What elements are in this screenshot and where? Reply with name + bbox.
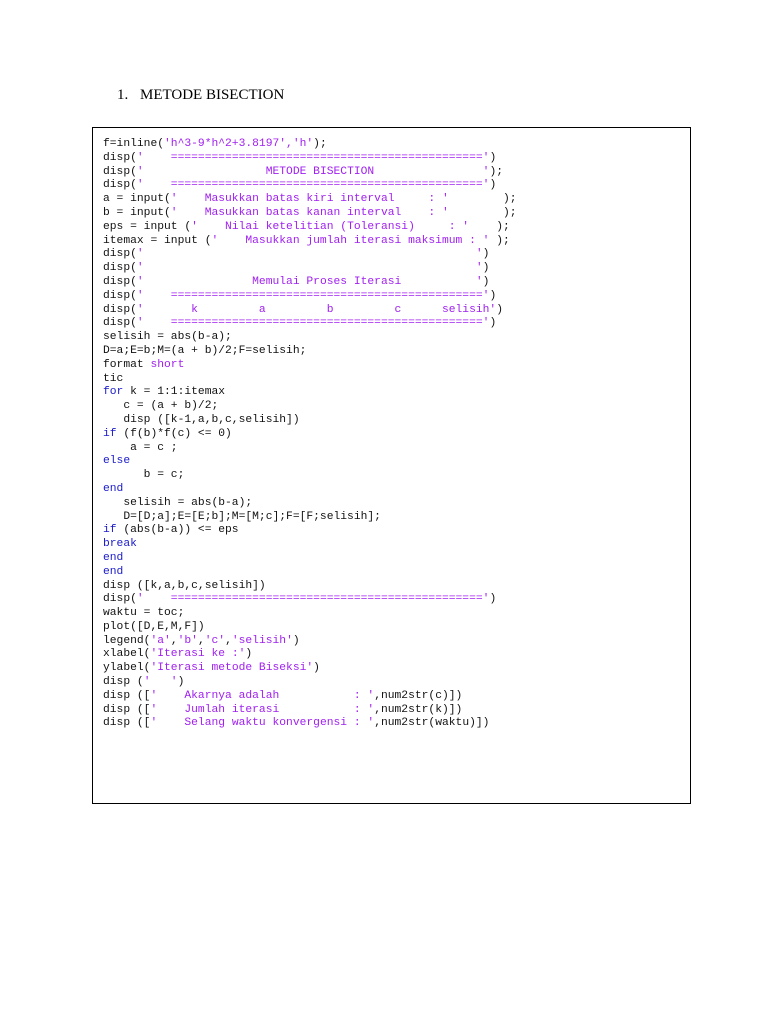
code-string: short [150,358,185,371]
code-text: disp( [103,165,137,178]
code-line [103,386,517,400]
code-text: b = c; [103,469,185,482]
code-line [103,566,517,580]
code-text: ) [489,317,497,330]
section-heading [117,86,284,104]
code-text: disp( [103,303,137,316]
code-text: disp( [103,275,137,288]
code-line [103,483,517,497]
code-string: ' ' [136,262,483,275]
code-string: 'c' [204,634,226,647]
code-text: disp ([k,a,b,c,selisih]) [103,579,266,592]
code-text: c = (a + b)/2; [103,400,219,413]
code-line [103,373,517,387]
code-text: ); [448,206,517,219]
code-line [103,138,517,152]
code-string: 'selisih' [231,634,293,647]
code-text: ) [489,289,497,302]
code-line [103,152,517,166]
code-keyword: break [103,538,137,551]
code-string: ' ==============================================' [136,289,490,302]
code-string: ' k a b c selisih' [136,303,497,316]
code-string: ' ' [143,676,178,689]
code-line [103,704,517,718]
code-text: , [170,634,178,647]
code-line [103,262,517,276]
code-line [103,676,517,690]
code-string: ' Selang waktu konvergensi : ' [150,717,375,730]
code-line [103,648,517,662]
code-keyword: end [103,565,124,578]
code-text: a = c ; [103,441,178,454]
code-line [103,317,517,331]
code-text: xlabel( [103,648,151,661]
code-string: ' ==============================================' [136,179,490,192]
code-line [103,400,517,414]
code-text: disp( [103,289,137,302]
code-text: , [197,634,205,647]
code-text: ) [489,593,497,606]
code-text: format [103,358,151,371]
code-line [103,690,517,704]
code-keyword: if [103,524,117,537]
code-string: ' ==============================================' [136,151,490,164]
code-string: ' Masukkan jumlah iterasi maksimum : ' [211,234,490,247]
code-text: ) [496,303,503,316]
code-string: 'b' [177,634,198,647]
code-line [103,552,517,566]
code-listing-box [92,127,691,804]
code-text: ,num2str(c)]) [374,689,463,702]
code-line [103,359,517,373]
code-text: ); [313,138,327,150]
code-text: ) [482,275,490,288]
code-line [103,414,517,428]
code-text: k = 1:1:itemax [123,386,226,399]
code-line [103,469,517,483]
code-text: (f(b)*f(c) <= 0) [116,427,232,440]
code-line [103,621,517,635]
code-line [103,276,517,290]
code-text: ); [448,193,517,206]
code-string: 'h^3-9*h^2+3.8197','h' [164,138,314,150]
code-line [103,538,517,552]
code-line [103,193,517,207]
code-text: disp( [103,317,137,330]
code-string: ' Akarnya adalah : ' [150,689,375,702]
code-string: ' Masukkan batas kanan interval : ' [170,206,449,219]
code-text: disp ( [103,676,144,689]
code-text: ); [469,220,510,233]
code-text: itemax = input ( [103,234,212,247]
code-line [103,524,517,538]
code-string: ' Jumlah iterasi : ' [150,703,375,716]
code-keyword: if [103,427,117,440]
code-line [103,331,517,345]
code-text: disp( [103,151,137,164]
code-line [103,497,517,511]
code-text: disp( [103,179,137,192]
code-line [103,442,517,456]
section-number: 1. [117,87,129,103]
code-text: ) [482,262,490,275]
code-text: selisih = abs(b-a); [103,331,232,344]
code-string: ' METODE BISECTION ' [136,165,490,178]
code-text: disp( [103,248,137,261]
code-text: ) [245,648,253,661]
code-line [103,221,517,235]
code-string: ' ==============================================' [136,593,490,606]
code-keyword: else [103,455,131,468]
code-text: ) [292,634,300,647]
code-string: ' Masukkan batas kiri interval : ' [170,193,449,206]
code-text: , [225,634,232,647]
code-line [103,248,517,262]
code-text: ) [313,662,320,675]
code-string: ' ' [136,248,483,261]
code-line [103,662,517,676]
code-line [103,235,517,249]
code-text: ) [177,676,185,689]
code-text: b = input( [103,206,171,219]
code-text: ); [489,165,503,178]
matlab-code [103,138,517,731]
code-line [103,511,517,525]
code-text: ) [489,151,497,164]
code-text: ) [482,248,490,261]
code-text: eps = input ( [103,220,192,233]
code-line [103,345,517,359]
code-text: D=[D;a];E=[E;b];M=[M;c];F=[F;selisih]; [103,510,381,523]
code-line [103,455,517,469]
code-text: legend( [103,634,151,647]
section-title: METODE BISECTION [140,87,285,103]
code-string: ' ==============================================' [136,317,490,330]
code-text: D=a;E=b;M=(a + b)/2;F=selisih; [103,344,307,357]
code-string: 'a' [150,634,171,647]
code-line [103,580,517,594]
code-text: ) [489,179,497,192]
code-text: plot([D,E,M,F]) [103,620,205,633]
code-text: ylabel( [103,662,151,675]
code-text: disp ([ [103,717,151,730]
code-text: disp( [103,262,137,275]
code-string: ' Nilai ketelitian (Toleransi) : ' [191,220,470,233]
code-keyword: end [103,551,124,564]
code-keyword: end [103,482,124,495]
code-text: tic [103,372,124,385]
code-text: selisih = abs(b-a); [103,496,253,509]
code-string: ' Memulai Proses Iterasi ' [136,275,483,288]
code-string: 'Iterasi metode Biseksi' [150,662,314,675]
code-line [103,166,517,180]
code-line [103,207,517,221]
code-line [103,635,517,649]
code-line [103,428,517,442]
code-text: a = input( [103,193,171,206]
code-line [103,290,517,304]
code-text: ,num2str(k)]) [374,703,463,716]
code-text: waktu = toc; [103,607,185,620]
code-line [103,304,517,318]
code-text: (abs(b-a)) <= eps [116,524,239,537]
code-line [103,179,517,193]
code-line [103,593,517,607]
code-line [103,607,517,621]
code-text: disp( [103,593,137,606]
code-text: disp ([k-1,a,b,c,selisih]) [103,413,300,426]
code-string: 'Iterasi ke :' [150,648,246,661]
code-text: disp ([ [103,689,151,702]
code-keyword: for [103,386,124,399]
code-text: f=inline( [103,138,165,150]
code-line [103,717,517,731]
code-text: ); [489,234,510,247]
code-text: ,num2str(waktu)]) [374,717,490,730]
code-text: disp ([ [103,703,151,716]
